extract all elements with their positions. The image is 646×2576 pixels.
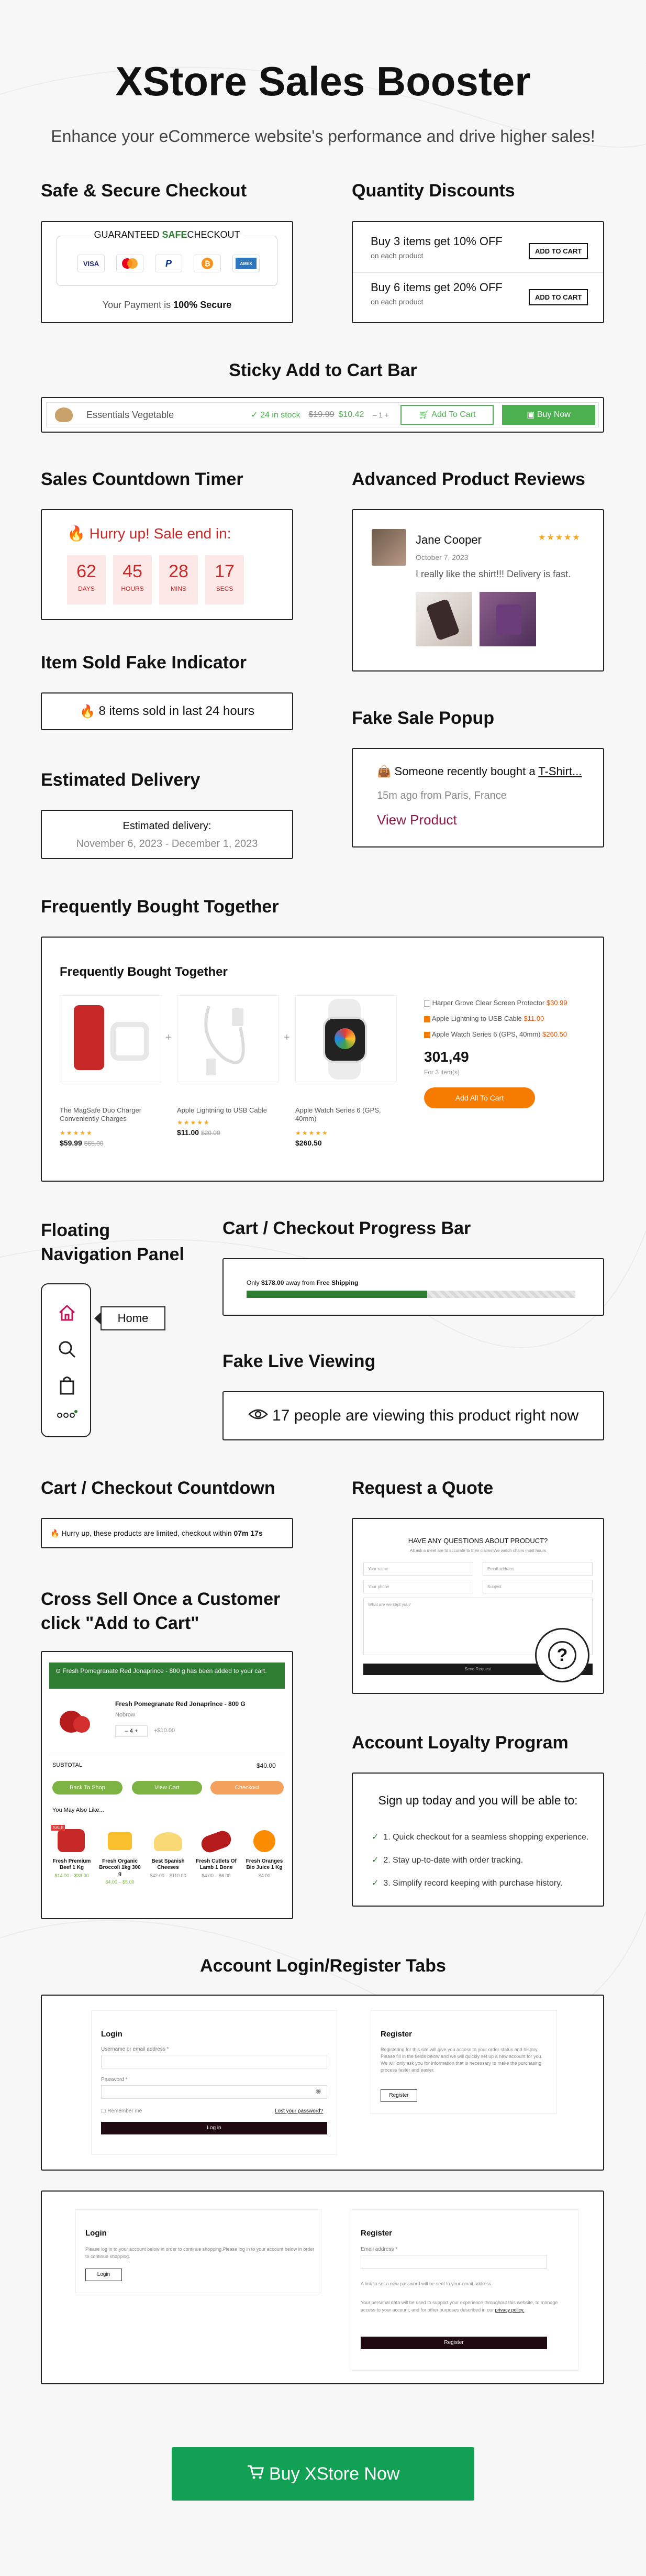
eye-icon[interactable]: ◉ bbox=[316, 2087, 321, 2095]
bitcoin-icon bbox=[194, 255, 221, 272]
login-tabs-title: Account Login/Register Tabs bbox=[200, 1956, 446, 1976]
add-all-to-cart-button[interactable]: Add All To Cart bbox=[424, 1087, 535, 1108]
checkbox[interactable] bbox=[424, 1000, 430, 1007]
check-icon: ✓ bbox=[372, 1856, 379, 1865]
progress-fill bbox=[247, 1291, 427, 1298]
add-to-cart-button[interactable]: ADD TO CART bbox=[529, 289, 588, 305]
cross-sell-item[interactable] bbox=[146, 1825, 191, 1885]
check-icon: ✓ bbox=[372, 1833, 379, 1842]
cross-sell-variant: Nobrow bbox=[115, 1712, 135, 1718]
sticky-bar bbox=[46, 402, 599, 427]
loyalty-heading: Sign up today and you will be able to: bbox=[378, 1793, 578, 1807]
countdown-value: 17 bbox=[215, 562, 235, 581]
stock-status: ✓ 24 in stock bbox=[251, 411, 300, 420]
loyalty-item-text: 1. Quick checkout for a seamless shopping experience. bbox=[383, 1833, 589, 1842]
progress-bar-title: Cart / Checkout Progress Bar bbox=[222, 1218, 471, 1238]
paypal-icon: P bbox=[155, 255, 182, 272]
cross-sell-item[interactable]: SALE Fresh Premium Beef 1 Kg $14.00 – $33.00 bbox=[49, 1825, 94, 1885]
add-label: Add To Cart bbox=[431, 410, 476, 419]
loyalty-item bbox=[372, 1872, 589, 1895]
login-panel bbox=[91, 2010, 337, 2155]
item-name: Fresh Oranges Bio Juice 1 Kg bbox=[246, 1858, 283, 1870]
heading-safe: SAFE bbox=[162, 229, 187, 240]
fbt-list-price: $260.50 bbox=[542, 1030, 567, 1038]
cart-countdown-time: 07m 17s bbox=[233, 1529, 263, 1537]
discount-note: on each product bbox=[371, 298, 424, 306]
item-price: $4.00 – $5.00 bbox=[105, 1879, 135, 1885]
old-price: $19.99 bbox=[308, 410, 335, 419]
discount-offer: Buy 6 items get 20% OFF bbox=[371, 281, 503, 294]
svg-text:₿: ₿ bbox=[204, 260, 210, 268]
item-name: Fresh Premium Beef 1 Kg bbox=[52, 1858, 91, 1870]
delivery-range: November 6, 2023 - December 1, 2023 bbox=[76, 838, 258, 850]
quantity-value: 1 bbox=[378, 411, 383, 419]
fbt-list-item[interactable] bbox=[424, 1011, 567, 1027]
register-button[interactable]: Register bbox=[381, 2089, 417, 2102]
register-panel bbox=[351, 2209, 579, 2371]
review-photo[interactable] bbox=[416, 592, 472, 646]
register-submit-button[interactable]: Register bbox=[361, 2337, 547, 2349]
secure-checkout-card bbox=[41, 221, 293, 323]
popup-line-text: Someone recently bought a bbox=[394, 765, 536, 778]
pomegranate-image[interactable] bbox=[58, 1707, 91, 1736]
old-price: $20.00 bbox=[201, 1129, 220, 1137]
review-card bbox=[352, 509, 604, 671]
fbt-list-price: $30.99 bbox=[546, 999, 567, 1007]
subtotal-value: $40.00 bbox=[257, 1762, 276, 1769]
password-note: A link to set a new password will be sent to your email address. bbox=[361, 2281, 493, 2286]
email-input[interactable] bbox=[361, 2255, 547, 2269]
fire-icon: 🔥 bbox=[79, 704, 95, 719]
back-to-shop-button[interactable]: Back To Shop bbox=[52, 1781, 122, 1795]
countdown-title: Sales Countdown Timer bbox=[41, 469, 243, 489]
password-input[interactable] bbox=[101, 2085, 327, 2099]
item-price: $4.00 bbox=[258, 1873, 271, 1878]
fbt-list-name: Apple Watch Series 6 (GPS, 40mm) bbox=[431, 1030, 541, 1038]
placeholder: Your phone bbox=[368, 1584, 389, 1589]
password-label: Password * bbox=[101, 2077, 128, 2083]
request-quote-title: Request a Quote bbox=[352, 1478, 494, 1498]
item-name: Fresh Cutlets Of Lamb 1 Bone bbox=[196, 1858, 237, 1870]
lost-password-link[interactable]: Lost your password? bbox=[275, 2108, 324, 2114]
cta-label: Buy XStore Now bbox=[269, 2463, 400, 2484]
progress-mid: away from bbox=[285, 1279, 315, 1286]
privacy-policy-link[interactable]: privacy policy. bbox=[495, 2307, 525, 2313]
fbt-list-item[interactable] bbox=[424, 1027, 567, 1042]
price: $11.00 bbox=[177, 1128, 199, 1137]
view-product-link[interactable]: View Product bbox=[377, 812, 457, 828]
cart-icon: 🛒︎ bbox=[418, 411, 429, 420]
fbt-title: Frequently Bought Together bbox=[41, 897, 279, 917]
current-price: $10.42 bbox=[338, 410, 364, 419]
countdown-label: SECS bbox=[216, 585, 233, 592]
fbt-product-name[interactable]: Apple Lightning to USB Cable bbox=[177, 1106, 268, 1114]
fbt-product-image[interactable] bbox=[177, 995, 279, 1082]
notice-text: Fresh Pomegranate Red Jonaprince - 800 g has been added to your cart. bbox=[62, 1667, 267, 1675]
sticky-product-name: Essentials Vegetable bbox=[86, 409, 174, 420]
fake-popup-title: Fake Sale Popup bbox=[352, 708, 495, 728]
visa-icon: VISA bbox=[77, 255, 105, 272]
secure-note-bold: 100% Secure bbox=[173, 300, 232, 310]
discount-row-2 bbox=[371, 281, 503, 306]
send-request-button[interactable]: Send Request bbox=[363, 1664, 593, 1675]
cross-sell-items bbox=[49, 1825, 287, 1885]
countdown-value: 45 bbox=[122, 562, 142, 581]
live-viewing-title: Fake Live Viewing bbox=[222, 1351, 376, 1371]
check-circle-icon: ⊙ bbox=[55, 1667, 61, 1675]
fbt-list-name: Apple Lightning to USB Cable bbox=[431, 1015, 522, 1022]
countdown-card bbox=[41, 509, 293, 620]
fbt-card bbox=[41, 937, 604, 1182]
progress-track bbox=[247, 1291, 575, 1298]
checkout-button[interactable]: Checkout bbox=[210, 1781, 284, 1795]
shopping-bag-icon[interactable] bbox=[57, 1374, 77, 1398]
fbt-total-note: For 3 item(s) bbox=[424, 1069, 460, 1076]
fbt-product-image[interactable] bbox=[60, 995, 161, 1082]
login-button[interactable]: Login bbox=[85, 2269, 122, 2281]
placeholder: What are we kept you? bbox=[368, 1602, 411, 1607]
countdown-units bbox=[67, 555, 244, 604]
privacy-text bbox=[361, 2299, 560, 2314]
register-heading: Register bbox=[361, 2229, 393, 2238]
buy-xstore-button[interactable] bbox=[172, 2447, 474, 2501]
login-register-card-1 bbox=[41, 1995, 604, 2171]
divider bbox=[353, 272, 603, 273]
payment-secure-note bbox=[42, 300, 292, 311]
payment-icons bbox=[77, 255, 260, 272]
search-icon[interactable] bbox=[57, 1339, 77, 1362]
progress-message bbox=[247, 1279, 358, 1286]
loyalty-title: Account Loyalty Program bbox=[352, 1733, 569, 1753]
eye-icon bbox=[248, 1407, 268, 1425]
countdown-headline-text: Hurry up! Sale end in: bbox=[89, 525, 231, 542]
cross-sell-title bbox=[41, 1587, 280, 1635]
fbt-product-price bbox=[295, 1139, 322, 1147]
page-title: XStore Sales Booster bbox=[115, 58, 531, 104]
checkbox[interactable] bbox=[424, 1032, 430, 1038]
title-line: Cross Sell Once a Customer bbox=[41, 1589, 281, 1609]
floating-nav-title bbox=[41, 1218, 184, 1267]
loyalty-item bbox=[372, 1849, 589, 1872]
shopping-bag-icon: 👜 bbox=[377, 765, 392, 778]
fbt-product-price bbox=[177, 1128, 220, 1137]
review-text: I really like the shirt!!! Delivery is fast. bbox=[416, 569, 571, 579]
avatar bbox=[372, 529, 406, 566]
progress-pre: Only bbox=[247, 1279, 260, 1286]
buy-label: Buy Now bbox=[537, 410, 571, 419]
secure-note-pre: Your Payment is bbox=[102, 300, 171, 310]
fbt-product-name[interactable]: Apple Watch Series 6 (GPS, 40mm) bbox=[295, 1106, 381, 1122]
item-price: $14.00 – $33.00 bbox=[54, 1873, 89, 1878]
discount-row-1 bbox=[371, 235, 503, 260]
fbt-product-price bbox=[60, 1139, 103, 1147]
countdown-label: HOURS bbox=[121, 585, 144, 592]
countdown-unit bbox=[113, 555, 152, 604]
home-icon[interactable] bbox=[57, 1302, 77, 1326]
fire-icon: 🔥 bbox=[50, 1528, 60, 1537]
cross-sell-item[interactable] bbox=[194, 1825, 239, 1885]
price: $260.50 bbox=[295, 1139, 322, 1147]
check-icon: ✓ bbox=[372, 1879, 379, 1888]
username-label: Username or email address * bbox=[101, 2046, 169, 2052]
quote-heading: HAVE ANY QUESTIONS ABOUT PRODUCT? bbox=[408, 1537, 548, 1545]
discount-note: on each product bbox=[371, 251, 424, 260]
plus-icon: + bbox=[165, 1032, 172, 1043]
cross-sell-product[interactable]: Fresh Pomegranate Red Jonaprince - 800 G bbox=[115, 1700, 246, 1708]
item-name: Best Spanish Cheeses bbox=[151, 1858, 185, 1870]
live-viewing-text: 17 people are viewing this product right now bbox=[272, 1407, 579, 1424]
email-label: Email address * bbox=[361, 2247, 398, 2252]
countdown-unit bbox=[159, 555, 198, 604]
username-input[interactable] bbox=[101, 2055, 327, 2068]
progress-bar-card bbox=[222, 1258, 604, 1316]
reviews-title: Advanced Product Reviews bbox=[352, 469, 585, 489]
reviewer-name: Jane Cooper bbox=[416, 533, 482, 546]
sold-indicator-card bbox=[41, 692, 293, 730]
sticky-bar-card bbox=[41, 397, 604, 433]
countdown-value: 28 bbox=[169, 562, 188, 581]
progress-amount: $178.00 bbox=[261, 1279, 284, 1286]
review-date: October 7, 2023 bbox=[416, 553, 469, 562]
placeholder: Your name bbox=[368, 1567, 388, 1571]
item-price: $42.00 – $110.00 bbox=[150, 1873, 186, 1878]
loyalty-item-text: 2. Stay up-to-date with order tracking. bbox=[383, 1856, 524, 1865]
delivery-label: Estimated delivery: bbox=[122, 820, 211, 832]
tooltip-arrow bbox=[94, 1312, 101, 1325]
countdown-label: DAYS bbox=[78, 585, 95, 592]
bag-icon: ▣ bbox=[527, 411, 535, 420]
plus-icon: + bbox=[284, 1032, 290, 1043]
floating-nav-panel bbox=[41, 1283, 91, 1437]
old-price: $65.00 bbox=[84, 1140, 104, 1147]
fbt-selection-list bbox=[424, 995, 567, 1042]
review-photo[interactable] bbox=[480, 592, 536, 646]
phone-input[interactable] bbox=[363, 1580, 473, 1593]
fake-popup-card bbox=[352, 748, 604, 847]
checkbox[interactable] bbox=[424, 1016, 430, 1022]
login-description: Please log in to your account below in order to continue shopping.Please log in to your account below in order to continue shopping. bbox=[85, 2247, 315, 2259]
price: $59.99 bbox=[60, 1139, 82, 1147]
login-heading: Login bbox=[101, 2030, 122, 2039]
remember-label: Remember me bbox=[107, 2108, 142, 2114]
login-button[interactable]: Log in bbox=[101, 2122, 327, 2134]
fbt-product-stars: ★★★★★ bbox=[177, 1119, 210, 1126]
more-icon[interactable] bbox=[57, 1410, 77, 1423]
quantity-stepper[interactable]: – 4 + bbox=[115, 1725, 148, 1737]
privacy-description: Your personal data will be used to support your experience throughout this website, to manage access to your account, and for other purposes described in our bbox=[361, 2300, 558, 2313]
cart-icon bbox=[247, 2464, 264, 2484]
secure-checkout-title: Safe & Secure Checkout bbox=[41, 181, 247, 201]
popup-product-link[interactable]: T-Shirt... bbox=[538, 765, 582, 778]
sold-indicator-title: Item Sold Fake Indicator bbox=[41, 653, 247, 673]
amex-icon: AMEX bbox=[232, 255, 260, 272]
placeholder: Subject bbox=[487, 1584, 502, 1589]
quantity-stepper[interactable]: – 1 + bbox=[372, 411, 389, 419]
login-register-card-2 bbox=[41, 2190, 604, 2384]
buy-now-button[interactable] bbox=[502, 405, 595, 425]
countdown-unit bbox=[205, 555, 244, 604]
quantity-discounts-title: Quantity Discounts bbox=[352, 181, 515, 201]
popup-meta: 15m ago from Paris, France bbox=[377, 790, 507, 801]
loyalty-card bbox=[352, 1773, 604, 1907]
title-line: click "Add to Cart" bbox=[41, 1613, 199, 1633]
login-panel bbox=[75, 2209, 321, 2293]
quote-subheading: All ask a meet are to accurate to their claims!We watch chairs most hours bbox=[410, 1548, 546, 1553]
sticky-add-to-cart-button[interactable] bbox=[400, 405, 494, 425]
fbt-list-name: Harper Grove Clear Screen Protector bbox=[432, 999, 545, 1007]
cross-sell-item[interactable] bbox=[242, 1825, 287, 1885]
view-cart-button[interactable]: View Cart bbox=[132, 1781, 202, 1795]
cross-sell-card bbox=[41, 1651, 293, 1919]
subject-input[interactable] bbox=[483, 1580, 593, 1593]
register-description: Registering for this site will give you access to your order status and history. Please fill in the fields below and we will quickly set up a new account for you. We will only ask you for information that is necessary to make the purchasing process faster and easier. bbox=[381, 2047, 543, 2073]
register-panel bbox=[371, 2010, 557, 2114]
remember-me-checkbox[interactable]: ▢ Remember me bbox=[101, 2108, 142, 2114]
review-stars: ★★★★★ bbox=[538, 533, 581, 542]
fbt-total: 301,49 bbox=[424, 1049, 469, 1065]
fbt-product-stars: ★★★★★ bbox=[60, 1129, 93, 1137]
subtotal-label: SUBTOTAL bbox=[52, 1762, 83, 1768]
quantity-discounts-card bbox=[352, 221, 604, 323]
fbt-product-image[interactable] bbox=[295, 995, 397, 1082]
page-subtitle: Enhance your eCommerce website's performance and drive higher sales! bbox=[51, 127, 595, 146]
heading-post: CHECKOUT bbox=[187, 229, 240, 240]
question-bubble-icon[interactable]: ? bbox=[535, 1628, 589, 1682]
countdown-label: MINS bbox=[171, 585, 186, 592]
fbt-inner-title: Frequently Bought Together bbox=[60, 965, 228, 979]
fire-icon: 🔥 bbox=[67, 525, 85, 542]
fbt-list-price: $11.00 bbox=[524, 1015, 544, 1022]
delivery-title: Estimated Delivery bbox=[41, 770, 201, 790]
live-viewing-card bbox=[222, 1391, 604, 1440]
countdown-value: 62 bbox=[76, 562, 96, 581]
checkout-badge-heading bbox=[42, 229, 292, 240]
email-input[interactable] bbox=[483, 1562, 593, 1576]
item-price: $4.00 – $6.00 bbox=[202, 1873, 231, 1878]
cart-countdown-title: Cart / Checkout Countdown bbox=[41, 1478, 275, 1498]
delivery-card bbox=[41, 810, 293, 859]
progress-goal: Free Shipping bbox=[316, 1279, 359, 1286]
home-tooltip: Home bbox=[101, 1306, 165, 1330]
loyalty-item-text: 3. Simplify record keeping with purchase history. bbox=[383, 1879, 563, 1888]
name-input[interactable] bbox=[363, 1562, 473, 1576]
line-price: +$10.00 bbox=[154, 1727, 175, 1734]
sold-indicator-text: 8 items sold in last 24 hours bbox=[98, 704, 255, 718]
title-line: Floating bbox=[41, 1220, 110, 1240]
cross-sell-item[interactable] bbox=[97, 1825, 142, 1885]
cart-countdown-card bbox=[41, 1518, 293, 1548]
countdown-unit bbox=[67, 555, 106, 604]
popup-line bbox=[377, 765, 582, 778]
placeholder: Email address bbox=[487, 1567, 514, 1571]
may-like-heading: You May Also Like... bbox=[52, 1807, 104, 1813]
register-heading: Register bbox=[381, 2030, 413, 2039]
quantity-value: 4 bbox=[129, 1728, 133, 1734]
title-line: Navigation Panel bbox=[41, 1245, 184, 1264]
discount-offer: Buy 3 items get 10% OFF bbox=[371, 235, 503, 248]
fbt-list-item[interactable] bbox=[424, 995, 567, 1011]
stock-text: 24 in stock bbox=[260, 411, 300, 420]
mastercard-icon bbox=[116, 255, 143, 272]
product-thumbnail bbox=[55, 408, 73, 422]
item-name: Fresh Organic Broccoli 1kg 300 g bbox=[99, 1858, 141, 1877]
fbt-product-name[interactable]: The MagSafe Duo Charger Conveniently Charges bbox=[60, 1106, 142, 1122]
sticky-bar-title: Sticky Add to Cart Bar bbox=[229, 360, 417, 380]
add-to-cart-button[interactable]: ADD TO CART bbox=[529, 243, 588, 259]
heading-pre: GUARANTEED bbox=[94, 229, 160, 240]
loyalty-list bbox=[372, 1826, 589, 1895]
countdown-headline bbox=[67, 525, 231, 542]
cart-countdown-text: Hurry up, these products are limited, checkout within bbox=[61, 1529, 232, 1537]
loyalty-item bbox=[372, 1826, 589, 1849]
fbt-product-stars: ★★★★★ bbox=[295, 1129, 329, 1137]
added-to-cart-notice bbox=[49, 1663, 285, 1689]
login-heading: Login bbox=[85, 2229, 107, 2238]
